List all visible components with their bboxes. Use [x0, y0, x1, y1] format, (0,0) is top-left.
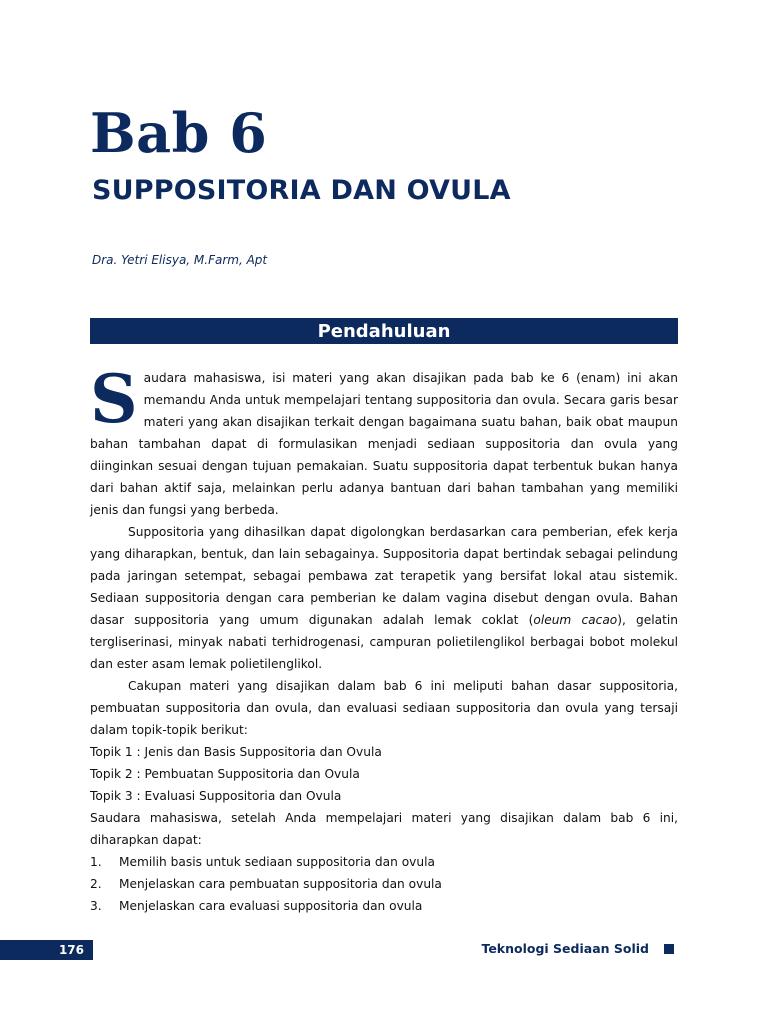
- footer-square-icon: [664, 944, 674, 954]
- topic-item: Topik 3 : Evaluasi Suppositoria dan Ovula: [90, 789, 342, 803]
- topic-item: Topik 1 : Jenis dan Basis Suppositoria dan Ovula: [90, 745, 382, 759]
- italic-term: oleum cacao: [533, 613, 618, 627]
- chapter-number: Bab 6: [90, 101, 268, 165]
- list-item-text: Menjelaskan cara evaluasi suppositoria dan ovula: [119, 899, 423, 913]
- section-header-bar: [90, 318, 678, 344]
- list-item: [90, 873, 678, 895]
- page-number-badge: [0, 940, 93, 960]
- list-item: [90, 895, 678, 917]
- list-number: 2.: [90, 877, 102, 891]
- paragraph-text: ), gelatin tergliserinasi, minyak nabati terhidrogenasi, campuran polietilenglikol berbagai bobot molekul dan ester asam lemak polietilenglikol.: [90, 613, 679, 671]
- running-footer-title: Teknologi Sediaan Solid: [481, 941, 649, 956]
- list-item-text: Memilih basis untuk sediaan suppositoria dan ovula: [119, 855, 435, 869]
- topic-item: Topik 2 : Pembuatan Suppositoria dan Ovula: [90, 767, 360, 781]
- objectives-list: [90, 851, 678, 917]
- list-item: [90, 851, 678, 873]
- paragraph-suppositoria: [90, 521, 678, 675]
- list-item-text: Menjelaskan cara pembuatan suppositoria dan ovula: [119, 877, 442, 891]
- drop-cap: S: [90, 360, 138, 438]
- page-number: 176: [58, 943, 84, 957]
- list-number: 1.: [90, 855, 102, 869]
- intro-paragraph: [90, 360, 678, 521]
- paragraph-text: Suppositoria yang dihasilkan dapat digolongkan berdasarkan cara pemberian, efek kerja yang diharapkan, bentuk, dan lain sebagainya. Suppositoria dapat bertindak sebagai pelindung pada jaringan setempat, sebagai pembawa zat terapetik yang bersifat lokal atau sistemik. Sediaan suppositoria dengan cara pemberian ke dalam vagina disebut dengan ovula. Bahan dasar suppositoria yang umum digunakan adalah lemak coklat (: [90, 525, 678, 627]
- list-number: 3.: [90, 899, 102, 913]
- paragraph-scope: Cakupan materi yang disajikan dalam bab 6 ini meliputi bahan dasar suppositoria, pembuatan suppositoria dan ovula, dan evaluasi sediaan suppositoria dan ovula yang tersaji dalam topik-topik berikut:: [90, 679, 678, 737]
- body-content: [90, 360, 679, 917]
- chapter-title: SUPPOSITORIA DAN OVULA: [92, 175, 511, 206]
- section-title: Pendahuluan: [317, 320, 451, 342]
- paragraph-objectives-intro: Saudara mahasiswa, setelah Anda mempelajari materi yang disajikan dalam bab 6 ini, diharapkan dapat:: [90, 811, 678, 847]
- author-name: Dra. Yetri Elisya, M.Farm, Apt: [92, 253, 268, 267]
- intro-paragraph-text: audara mahasiswa, isi materi yang akan disajikan pada bab ke 6 (enam) ini akan memandu Anda untuk mempelajari tentang suppositoria dan ovula. Secara garis besar materi yang akan disajikan terkait dengan bagaimana suatu bahan, baik obat maupun bahan tambahan dapat di formulasikan menjadi sediaan suppositoria dan ovula yang diinginkan sesuai dengan tujuan pemakaian. Suatu suppositoria dapat terbentuk bukan hanya dari bahan aktif saja, melainkan perlu adanya bantuan dari bahan tambahan yang memiliki jenis dan fungsi yang berbeda.: [90, 371, 678, 517]
